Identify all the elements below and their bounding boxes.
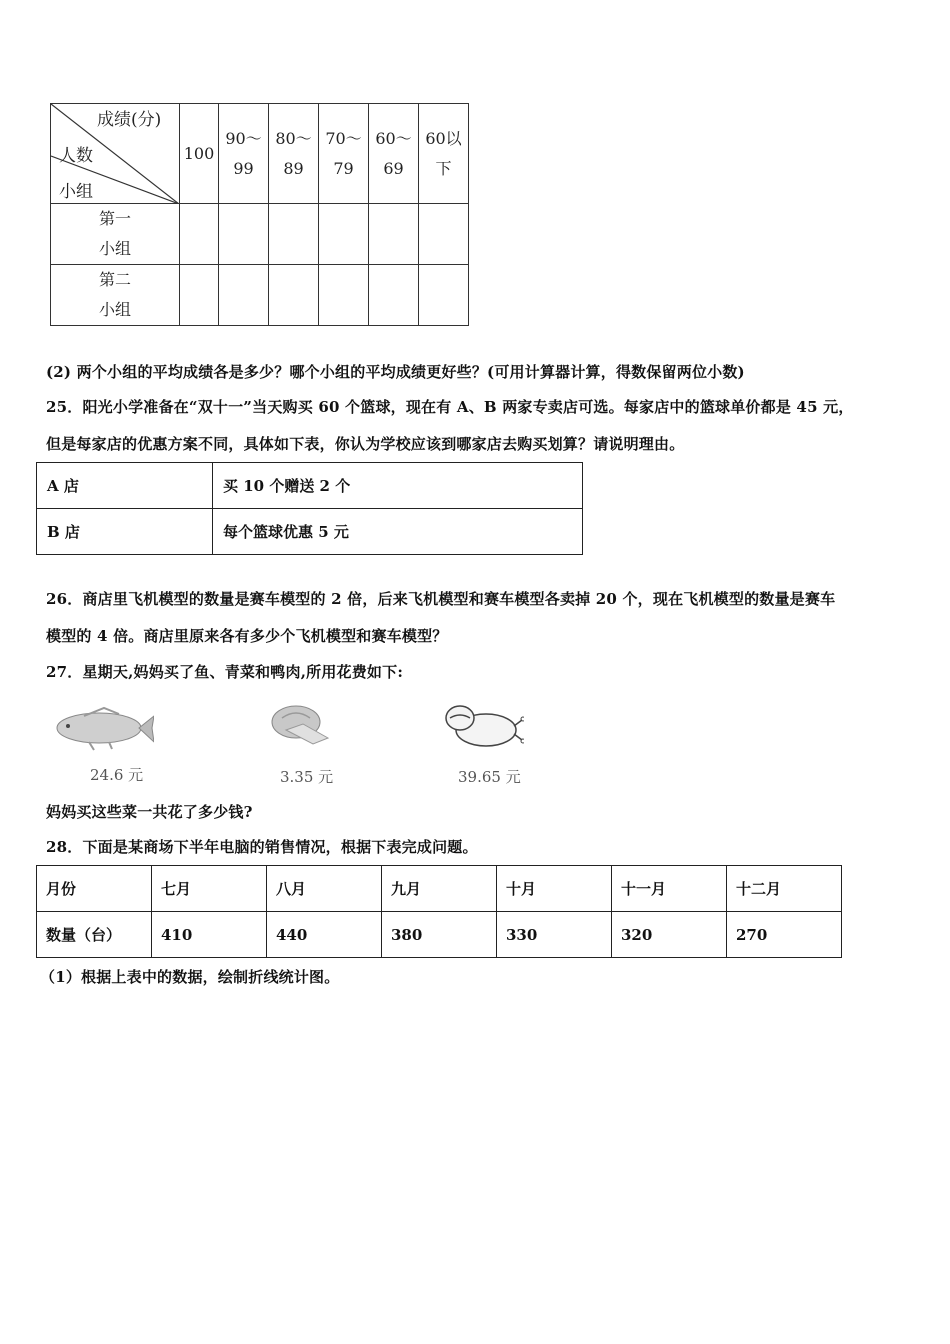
range-cell: 100 <box>180 104 219 204</box>
sales-header-cell: 十一月 <box>612 866 727 912</box>
question-26-line-2: 模型的 4 倍。商店里原来各有多少个飞机模型和赛车模型？ <box>46 627 448 645</box>
sales-value-cell: 320 <box>612 912 727 958</box>
question-26-line-1: 26．商店里飞机模型的数量是赛车模型的 2 倍，后来飞机模型和赛车模型各卖掉 20 个，现在飞机模型的数量是赛车 <box>46 590 836 608</box>
sales-header-row <box>37 866 842 912</box>
store-offer-table <box>36 462 583 555</box>
group-label-cell: 第一 小组 <box>51 204 180 265</box>
vegetable-price: 3.35 元 <box>280 768 334 786</box>
range-cell: 90～ 99 <box>219 104 269 204</box>
empty-cell <box>419 265 469 326</box>
empty-cell <box>369 204 419 265</box>
empty-cell <box>219 204 269 265</box>
sales-value-cell: 410 <box>152 912 267 958</box>
empty-cell <box>419 204 469 265</box>
score-table <box>50 103 469 326</box>
store-name-cell: A 店 <box>37 463 213 509</box>
empty-cell <box>269 265 319 326</box>
empty-cell <box>180 265 219 326</box>
range-cell: 60～ 69 <box>369 104 419 204</box>
duck-price: 39.65 元 <box>458 768 521 786</box>
empty-cell <box>369 265 419 326</box>
question-28-line-1: 28．下面是某商场下半年电脑的销售情况，根据下表完成问题。 <box>46 838 478 856</box>
sales-header-cell: 月份 <box>37 866 152 912</box>
question-24-part-2: (2) 两个小组的平均成绩各是多少？哪个小组的平均成绩更好些？(可用计算器计算，得数保留两位小数) <box>46 363 745 381</box>
diagonal-header-cell <box>51 104 180 204</box>
question-27-question: 妈妈买这些菜一共花了多少钱? <box>46 803 253 821</box>
sales-value-cell: 270 <box>727 912 842 958</box>
sales-header-cell: 九月 <box>382 866 497 912</box>
sales-header-cell: 十月 <box>497 866 612 912</box>
range-cell: 80～ 89 <box>269 104 319 204</box>
question-28-part-1: （1）根据上表中的数据，绘制折线统计图。 <box>40 968 340 986</box>
sales-value-cell: 330 <box>497 912 612 958</box>
duck-illustration <box>440 700 524 752</box>
sales-header-cell: 八月 <box>267 866 382 912</box>
diag-label-score: 成绩(分) <box>97 110 162 130</box>
sales-value-cell: 数量（台） <box>37 912 152 958</box>
sales-value-cell: 380 <box>382 912 497 958</box>
diag-label-count: 人数 <box>59 146 93 166</box>
store-name-cell: B 店 <box>37 509 213 555</box>
empty-cell <box>319 204 369 265</box>
question-27-line-1: 27．星期天,妈妈买了鱼、青菜和鸭肉,所用花费如下: <box>46 663 404 681</box>
sales-header-cell: 七月 <box>152 866 267 912</box>
empty-cell <box>319 265 369 326</box>
question-25-line-2: 但是每家店的优惠方案不同，具体如下表，你认为学校应该到哪家店去购买划算？请说明理由。 <box>46 435 685 453</box>
range-cell: 70～ 79 <box>319 104 369 204</box>
fish-price: 24.6 元 <box>90 766 144 784</box>
question-25-line-1: 25．阳光小学准备在“双十一”当天购买 60 个篮球，现在有 A、B 两家专卖店可选。每家店中的篮球单价都是 45 元， <box>46 398 854 416</box>
group-label-cell: 第二 小组 <box>51 265 180 326</box>
diag-label-group: 小组 <box>59 182 93 202</box>
sales-header-cell: 十二月 <box>727 866 842 912</box>
store-offer-cell: 买 10 个赠送 2 个 <box>213 463 583 509</box>
empty-cell <box>219 265 269 326</box>
range-cell: 60以 下 <box>419 104 469 204</box>
vegetable-illustration <box>268 700 334 750</box>
fish-illustration <box>44 704 154 754</box>
sales-table <box>36 865 842 958</box>
empty-cell <box>269 204 319 265</box>
store-offer-cell: 每个篮球优惠 5 元 <box>213 509 583 555</box>
sales-value-row <box>37 912 842 958</box>
empty-cell <box>180 204 219 265</box>
sales-value-cell: 440 <box>267 912 382 958</box>
